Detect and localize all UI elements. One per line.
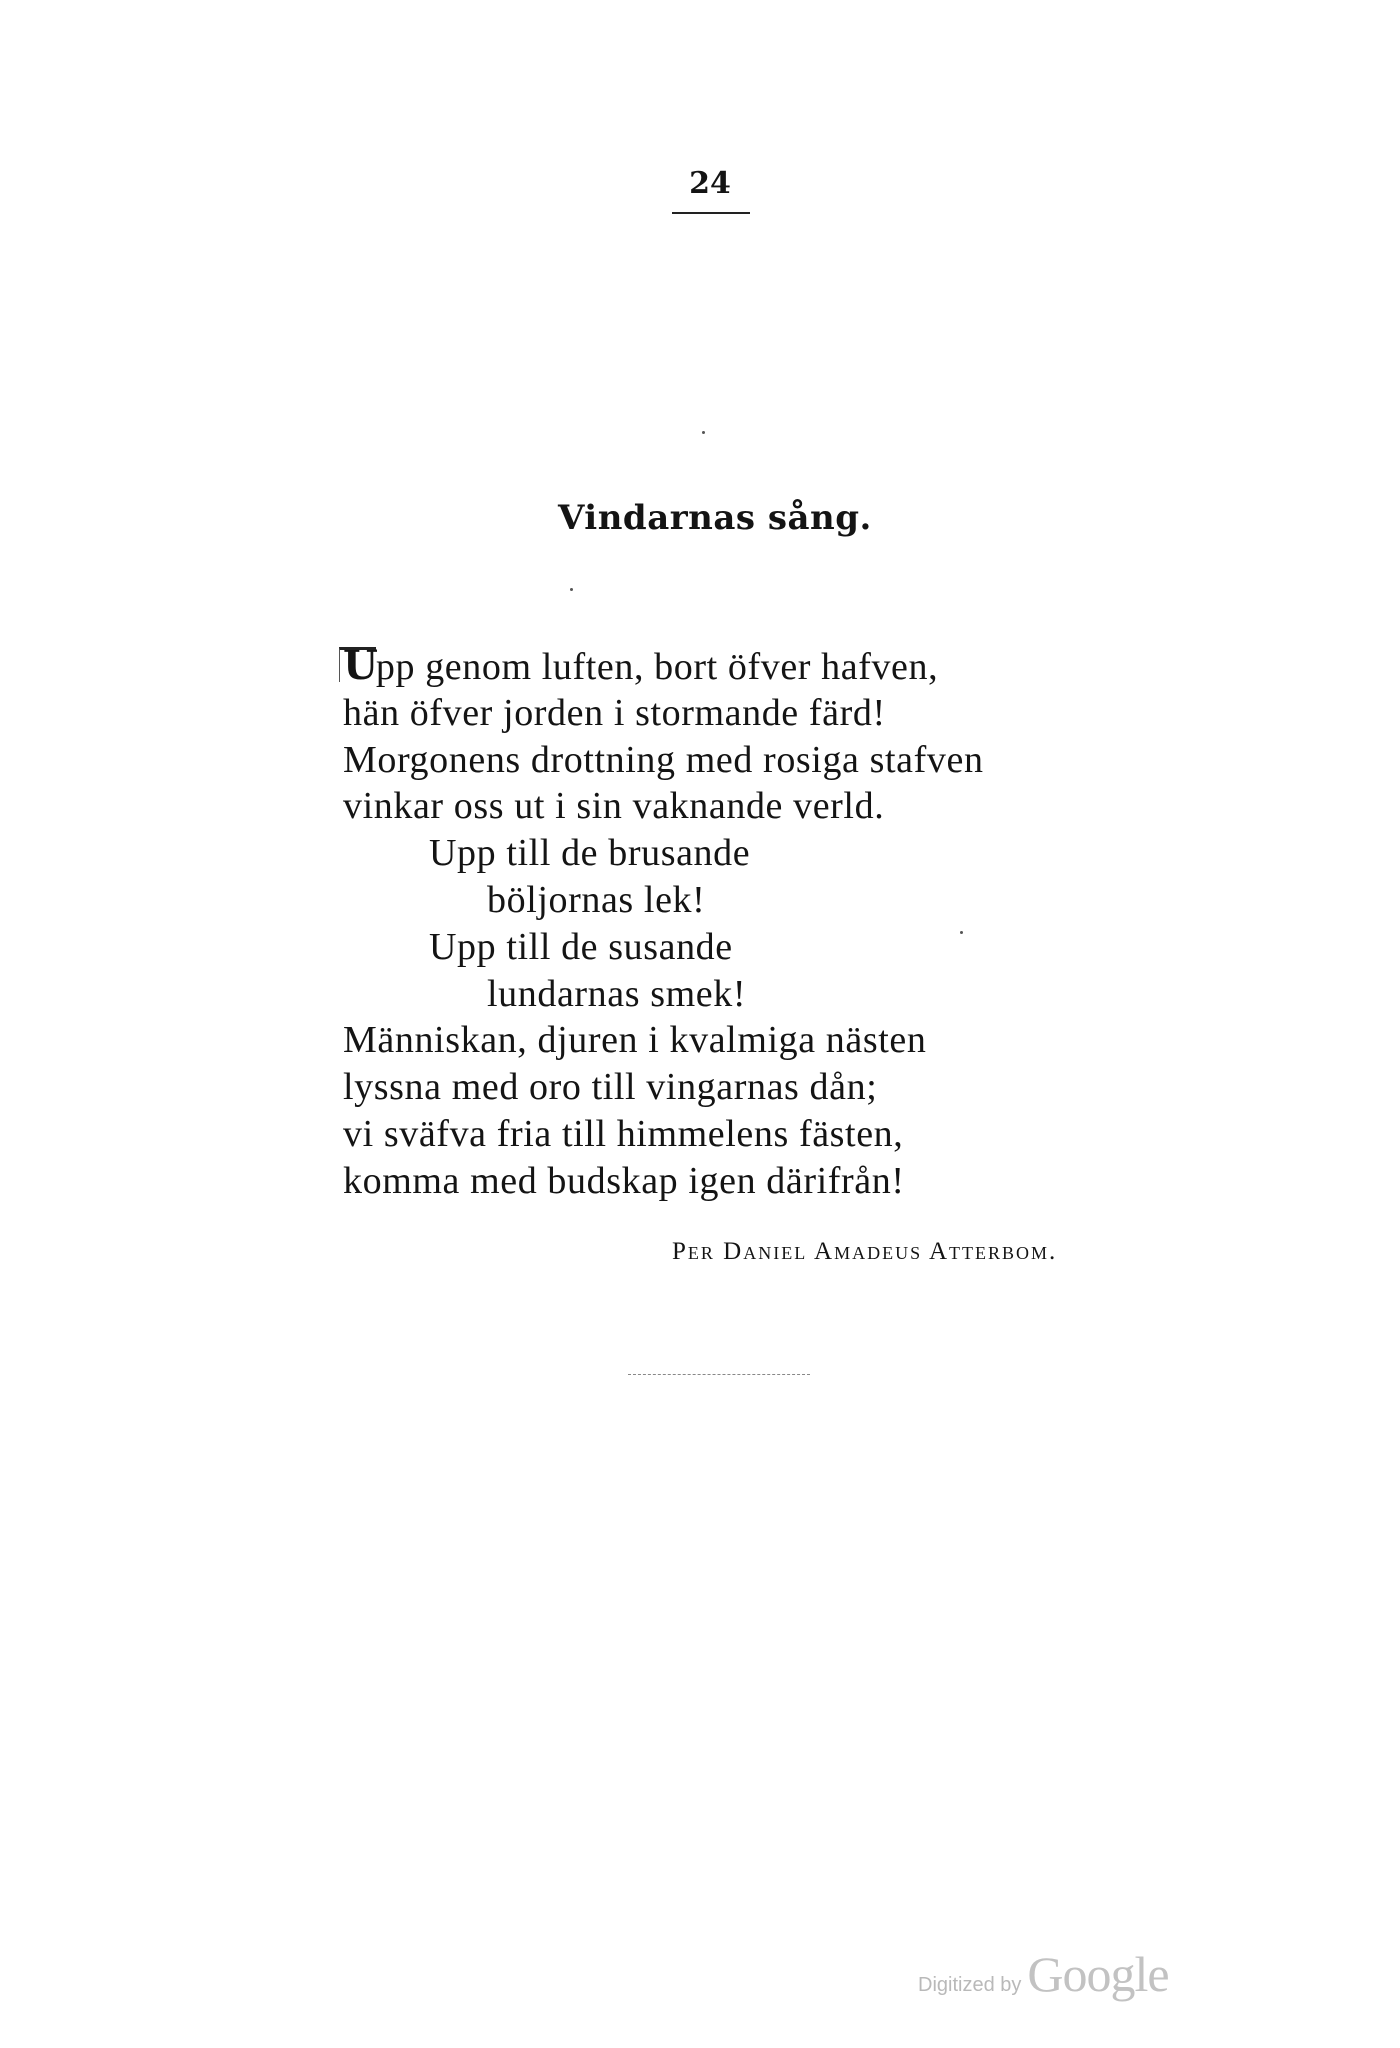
print-speck xyxy=(960,931,963,934)
poem-line: Morgonens drottning med rosiga stafven xyxy=(343,738,984,781)
poem-body xyxy=(343,643,1143,1205)
poem-title: Vindarnas sång. xyxy=(558,498,872,538)
poem-author: Per Daniel Amadeus Atterbom. xyxy=(672,1238,1058,1265)
poem-line: vi sväfva fria till himmelens fästen, xyxy=(343,1112,904,1155)
poem-line: böljornas lek! xyxy=(487,878,706,921)
poem-line: vinkar oss ut i sin vaknande verld. xyxy=(343,785,885,828)
page-number-rule xyxy=(672,212,750,214)
digitized-watermark xyxy=(918,1945,1169,2003)
google-logo: Google xyxy=(1027,1946,1169,2002)
poem-line: Upp till de susande xyxy=(429,925,733,968)
poem-line-first xyxy=(343,643,1143,690)
poem-line: komma med budskap igen därifrån! xyxy=(343,1159,905,1202)
poem-line: lyssna med oro till vingarnas dån; xyxy=(343,1066,878,1109)
poem-line: lundarnas smek! xyxy=(487,972,747,1015)
poem-line-text: pp genom luften, bort öfver hafven, xyxy=(375,646,939,688)
watermark-text: Digitized by xyxy=(918,1974,1022,1996)
poem-line: Upp till de brusande xyxy=(429,832,751,875)
poem-line: Människan, djuren i kvalmiga nästen xyxy=(343,1019,927,1062)
page-number: 24 xyxy=(689,166,731,201)
print-speck xyxy=(702,431,705,434)
ornamental-initial: U xyxy=(343,642,376,689)
end-ornament-rule xyxy=(628,1374,810,1375)
poem-line: hän öfver jorden i stormande färd! xyxy=(343,691,886,734)
print-speck xyxy=(570,588,573,591)
